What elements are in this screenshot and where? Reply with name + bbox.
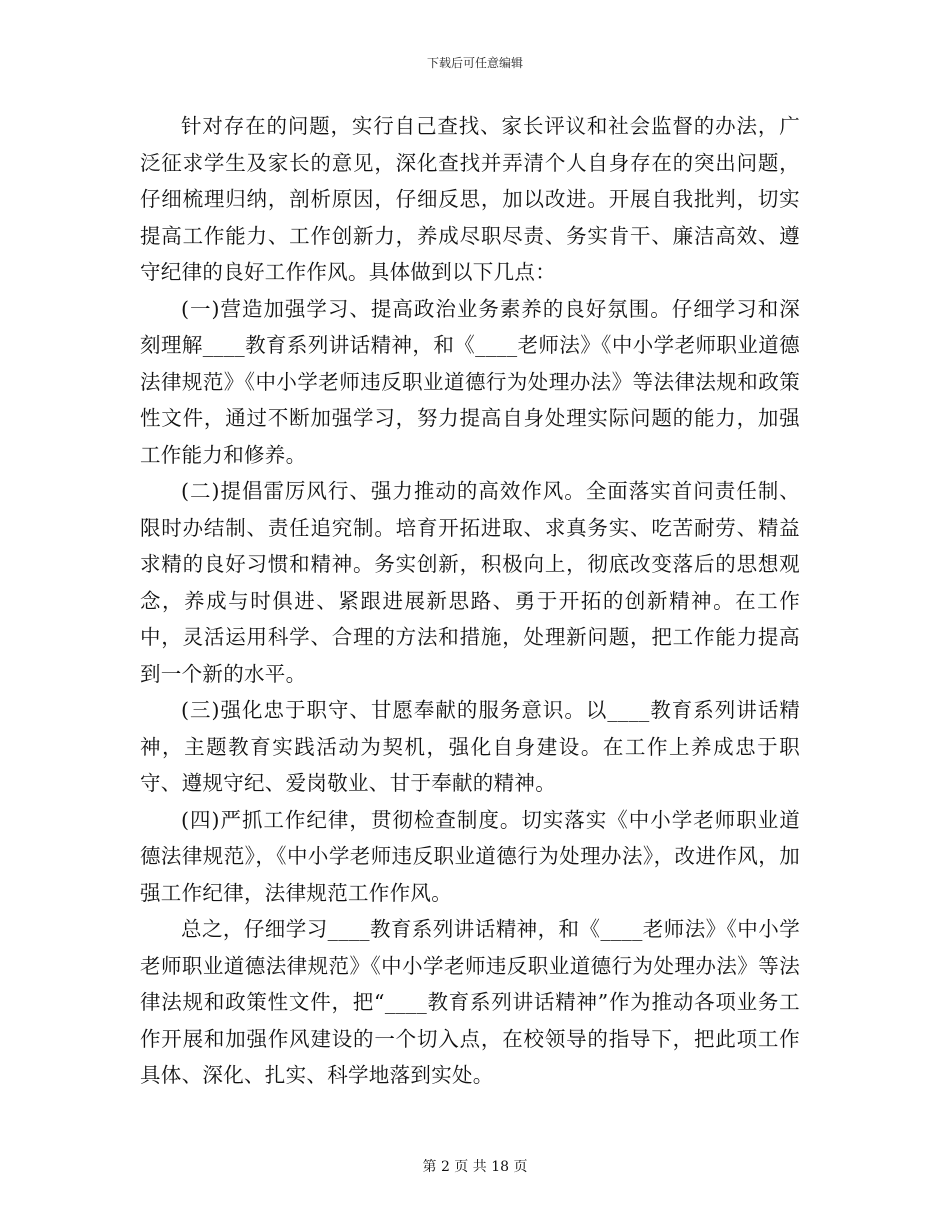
paragraph-point-3: (三)强化忠于职守、甘愿奉献的服务意识。以____教育系列讲话精神，主题教育实践活动为契机，强化自身建设。在工作上养成忠于职守、遵规守纪、爱岗敬业、甘于奉献的精神。 [140,698,800,795]
page-number: 第 2 页 共 18 页 [422,1159,528,1175]
header-note: 下载后可任意编辑 [426,56,523,70]
paragraph-intro: 针对存在的问题，实行自己查找、家长评议和社会监督的办法，广泛征求学生及家长的意见，深化查找并弄清个人自身存在的突出问题，仔细梳理归纳，剖析原因，仔细反思，加以改进。开展自我批判，切实提高工作能力、工作创新力，养成尽职尽责、务实肯干、廉洁高效、遵守纪律的良好工作作风。具体做到以下几点： [140,114,800,284]
paragraph-point-4: (四)严抓工作纪律，贯彻检查制度。切实落实《中小学老师职业道德法律规范》，《中小学老师违反职业道德行为处理办法》，改进作风，加强工作纪律，法律规范工作作风。 [140,807,800,905]
paragraph-point-2: (二)提倡雷厉风行、强力推动的高效作风。全面落实首问责任制、限时办结制、责任追究制。培育开拓进取、求真务实、吃苦耐劳、精益求精的良好习惯和精神。务实创新，积极向上，彻底改变落后的思想观念，养成与时俱进、紧跟进展新思路、勇于开拓的创新精神。在工作中，灵活运用科学、合理的方法和措施，处理新问题，把工作能力提高到一个新的水平。 [140,479,800,686]
paragraph-point-1: (一)营造加强学习、提高政治业务素养的良好氛围。仔细学习和深刻理解____教育系列讲话精神，和《____老师法》《中小学老师职业道德法律规范》《中小学老师违反职业道德行为处理办法》等法律法规和政策性文件，通过不断加强学习，努力提高自身处理实际问题的能力，加强工作能力和修养。 [140,296,800,467]
paragraph-summary: 总之，仔细学习____教育系列讲话精神，和《____老师法》《中小学老师职业道德法律规范》《中小学老师违反职业道德行为处理办法》等法律法规和政策性文件，把“____教育系列讲话精神”作为推动各项业务工作开展和加强作风建设的一个切入点，在校领导的指导下，把此项工作具体、深化、扎实、科学地落到实处。 [140,917,800,1087]
body-text [140,108,800,1094]
